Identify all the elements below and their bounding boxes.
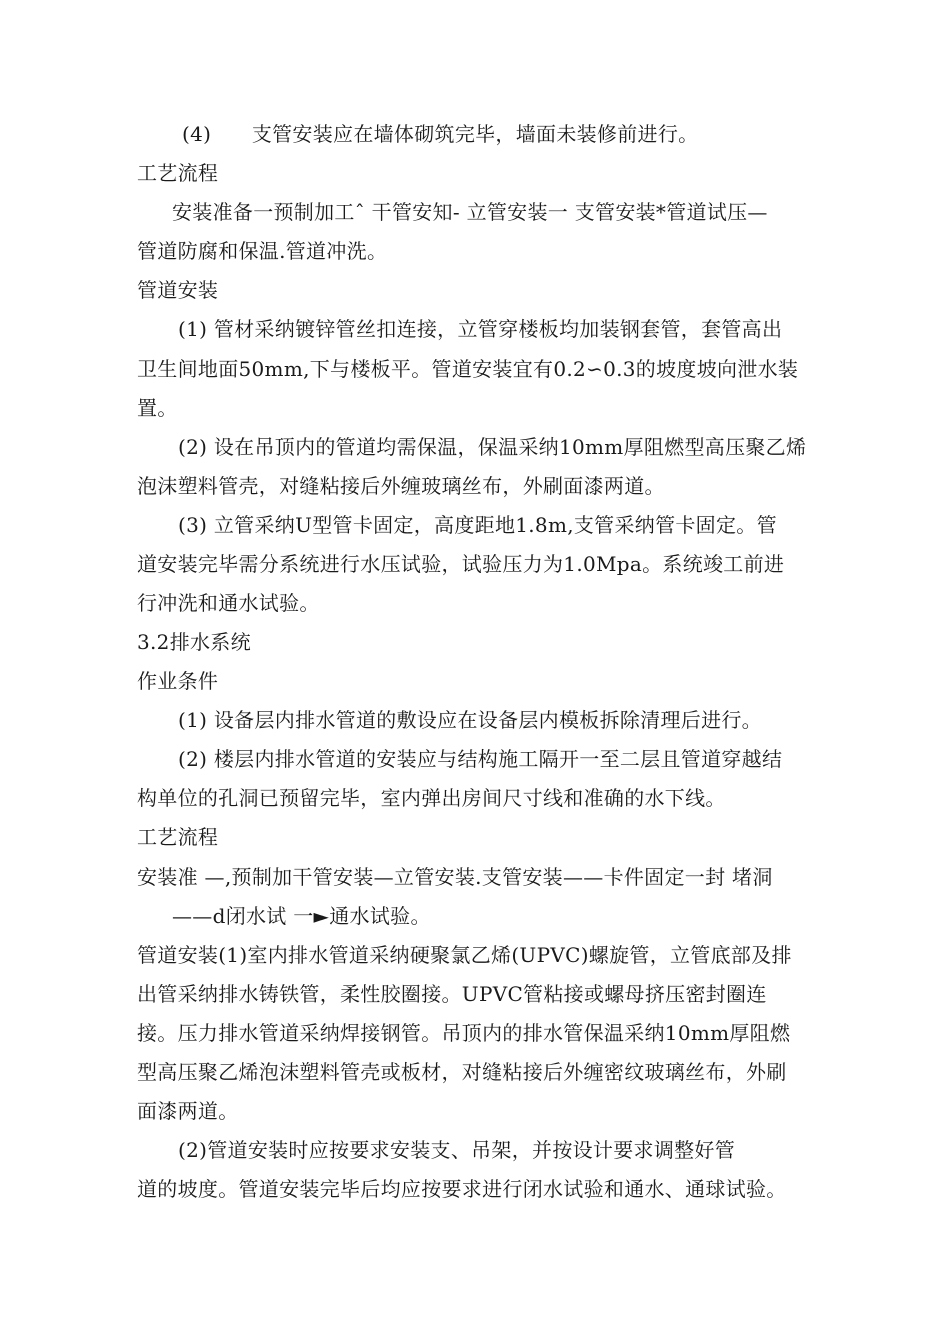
text-line: 泡沫塑料管壳，对缝粘接后外缠玻璃丝布，外刷面漆两道。 [137,474,665,498]
section-heading: 工艺流程 [137,161,219,185]
text-line: 卫生间地面50mm,下与楼板平。管道安装宜有0.2∽0.3的坡度坡向泄水装 [137,357,799,381]
text-line: 管道安装(1)室内排水管道采纳硬聚氯乙烯(UPVC)螺旋管，立管底部及排 [137,943,792,967]
section-heading: 3.2排水系统 [137,630,251,654]
text-line: 安装准 —,预制加干管安装—立管安装.支管安装——卡件固定一封 堵洞 [137,865,773,889]
text-line: (2)管道安装时应按要求安装支、吊架，并按设计要求调整好管 [178,1138,736,1162]
text-line: 面漆两道。 [137,1099,239,1123]
text-line: (1) 设备层内排水管道的敷设应在设备层内模板拆除清理后进行。 [178,708,762,732]
text-line: (2) 设在吊顶内的管道均需保温，保温采纳10mm厚阻燃型高压聚乙烯 [178,435,807,459]
text-line: 接。压力排水管道采纳焊接钢管。吊顶内的排水管保温采纳10mm厚阻燃 [137,1021,791,1045]
section-heading: 工艺流程 [137,825,219,849]
section-heading: 管道安装 [137,278,219,302]
text-line: 行冲洗和通水试验。 [137,591,320,615]
text-line: 型高压聚乙烯泡沫塑料管壳或板材，对缝粘接后外缠密纹玻璃丝布，外刷 [137,1060,787,1084]
section-heading: 作业条件 [137,669,219,693]
text-line: (2) 楼层内排水管道的安装应与结构施工隔开一至二层且管道穿越结 [178,747,783,771]
text-line: 安装准备一预制加工ˆ 干管安知- 立管安装一 支管安装*管道试压— [172,200,768,224]
text-line: 出管采纳排水铸铁管，柔性胶圈接。UPVC管粘接或螺母挤压密封圈连 [137,982,767,1006]
text-line: (1) 管材采纳镀锌管丝扣连接，立管穿楼板均加装钢套管，套管高出 [178,317,783,341]
text-line: 置。 [137,396,178,420]
text-line: 管道防腐和保温.管道冲洗。 [137,239,388,263]
text-line: 构单位的孔洞已预留完毕，室内弹出房间尺寸线和准确的水下线。 [137,786,726,810]
text-line: (3) 立管采纳U型管卡固定，高度距地1.8m,支管采纳管卡固定。管 [178,513,777,537]
text-line: ——d闭水试 一►通水试验。 [172,904,431,928]
text-line: 道安装完毕需分系统进行水压试验，试验压力为1.0Mpa。系统竣工前进 [137,552,785,576]
text-line: (4) 支管安装应在墙体砌筑完毕，墙面未装修前进行。 [182,122,699,146]
text-line: 道的坡度。管道安装完毕后均应按要求进行闭水试验和通水、通球试验。 [137,1177,787,1201]
